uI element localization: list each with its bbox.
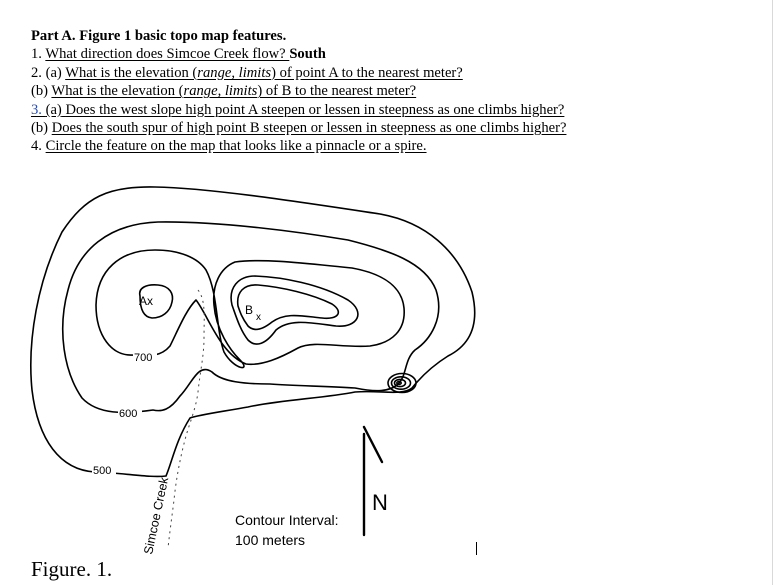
creek-label: Simcoe Creek xyxy=(141,475,172,556)
label-700: 700 xyxy=(134,352,153,364)
question-2a-number: 2. (a) xyxy=(31,64,62,81)
question-3a-number: 3. xyxy=(31,101,46,118)
question-2b-number: (b) xyxy=(31,83,49,100)
north-label: N xyxy=(372,490,388,515)
point-b-label: B xyxy=(245,303,254,317)
simcoe-creek-line xyxy=(168,290,204,548)
question-2a-text-start: What is the elevation ( xyxy=(65,64,198,81)
figure-caption: Figure. 1. xyxy=(31,557,113,581)
question-1-answer: South xyxy=(289,46,326,63)
contour-500 xyxy=(31,187,475,477)
question-2a-text-end: ) of point A to the nearest meter? xyxy=(271,64,463,81)
question-3a-sub: (a) xyxy=(45,101,62,118)
label-600: 600 xyxy=(119,408,138,420)
question-1-text: What direction does Simcoe Creek flow? xyxy=(45,46,290,63)
part-title: Part A. Figure 1 basic topo map features. xyxy=(31,28,287,44)
question-2a-emphasis: range, limits xyxy=(197,64,272,81)
question-4-text: Circle the feature on the map that looks like a pinnacle or a spire. xyxy=(45,138,427,155)
contour-600 xyxy=(63,222,439,413)
question-3a-text: Does the west slope high point A steepen or lessen in steepness as one climbs higher? xyxy=(65,101,565,118)
question-1-number: 1. xyxy=(31,46,42,63)
question-2b-text-start: What is the elevation ( xyxy=(51,83,184,100)
point-a-label: Ax xyxy=(139,294,154,308)
question-3b-number: (b) xyxy=(31,120,49,137)
question-4-number: 4. xyxy=(31,138,42,155)
text-cursor xyxy=(476,542,477,555)
question-2b-emphasis: range, limits xyxy=(183,83,258,100)
contour-interval-label: Contour Interval: xyxy=(235,512,339,528)
pinnacle-feature xyxy=(388,374,416,393)
label-500: 500 xyxy=(93,465,112,477)
question-3b-text: Does the south spur of high point B steepen or lessen in steepness as one climbs higher? xyxy=(51,120,567,137)
question-2b-text-end: ) of B to the nearest meter? xyxy=(257,83,417,100)
contour-interval-value: 100 meters xyxy=(235,532,306,548)
north-arrow-head xyxy=(364,427,382,462)
point-b-marker: x xyxy=(256,312,261,323)
